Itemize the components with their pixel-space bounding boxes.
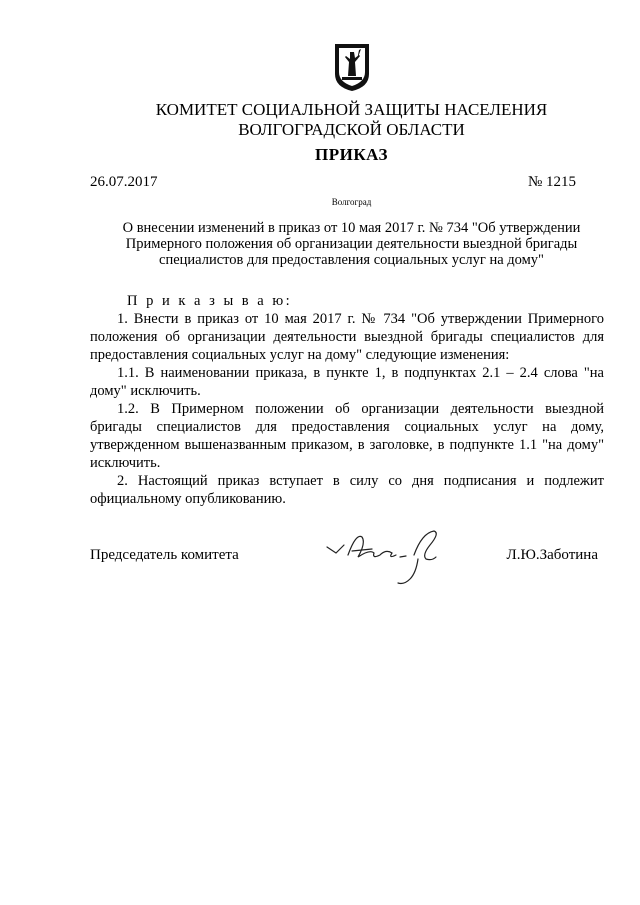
order-body <box>90 292 604 508</box>
committee-name <box>0 100 640 140</box>
clause-1: 1. Внести в приказ от 10 мая 2017 г. № 734 "Об утверждении Примерного положения об организации деятельности выездной бригады специалистов для предоставления социальных услуг на дому" следующие изменения: <box>90 311 604 363</box>
subject-line-1: О внесении изменений в приказ от 10 мая 2017 г. № 734 "Об утверждении <box>122 220 581 236</box>
coat-of-arms-icon <box>333 42 371 92</box>
order-date: 26.07.2017 <box>90 174 158 190</box>
clause-1-1: 1.1. В наименовании приказа, в пункте 1, в подпунктах 2.1 – 2.4 слова "на дому" исключить. <box>90 365 604 399</box>
city-name: Волгоград <box>331 197 372 207</box>
committee-line-2: ВОЛГОГРАДСКОЙ ОБЛАСТИ <box>238 120 465 139</box>
order-subject <box>100 220 603 268</box>
signatory-title: Председатель комитета <box>90 547 239 563</box>
document-type: ПРИКАЗ <box>315 145 388 164</box>
committee-line-1: КОМИТЕТ СОЦИАЛЬНОЙ ЗАЩИТЫ НАСЕЛЕНИЯ <box>155 100 548 119</box>
subject-line-3: специалистов для предоставления социальных услуг на дому" <box>159 252 544 268</box>
clause-1-2: 1.2. В Примерном положении об организации деятельности выездной бригады специалистов для предоставления социальных услуг на дому, утвержденном вышеназванным приказом, в заголовке, в подпункте 1.1 "на дому" исключить. <box>90 401 604 471</box>
order-number: № 1215 <box>527 174 576 190</box>
handwritten-signature <box>322 525 452 590</box>
order-directive: П р и к а з ы в а ю: <box>127 293 293 309</box>
subject-line-2: Примерного положения об организации деятельности выездной бригады <box>125 236 578 252</box>
signatory-name: Л.Ю.Заботина <box>506 547 598 563</box>
clause-2: 2. Настоящий приказ вступает в силу со дня подписания и подлежит официальному опубликованию. <box>90 473 604 507</box>
